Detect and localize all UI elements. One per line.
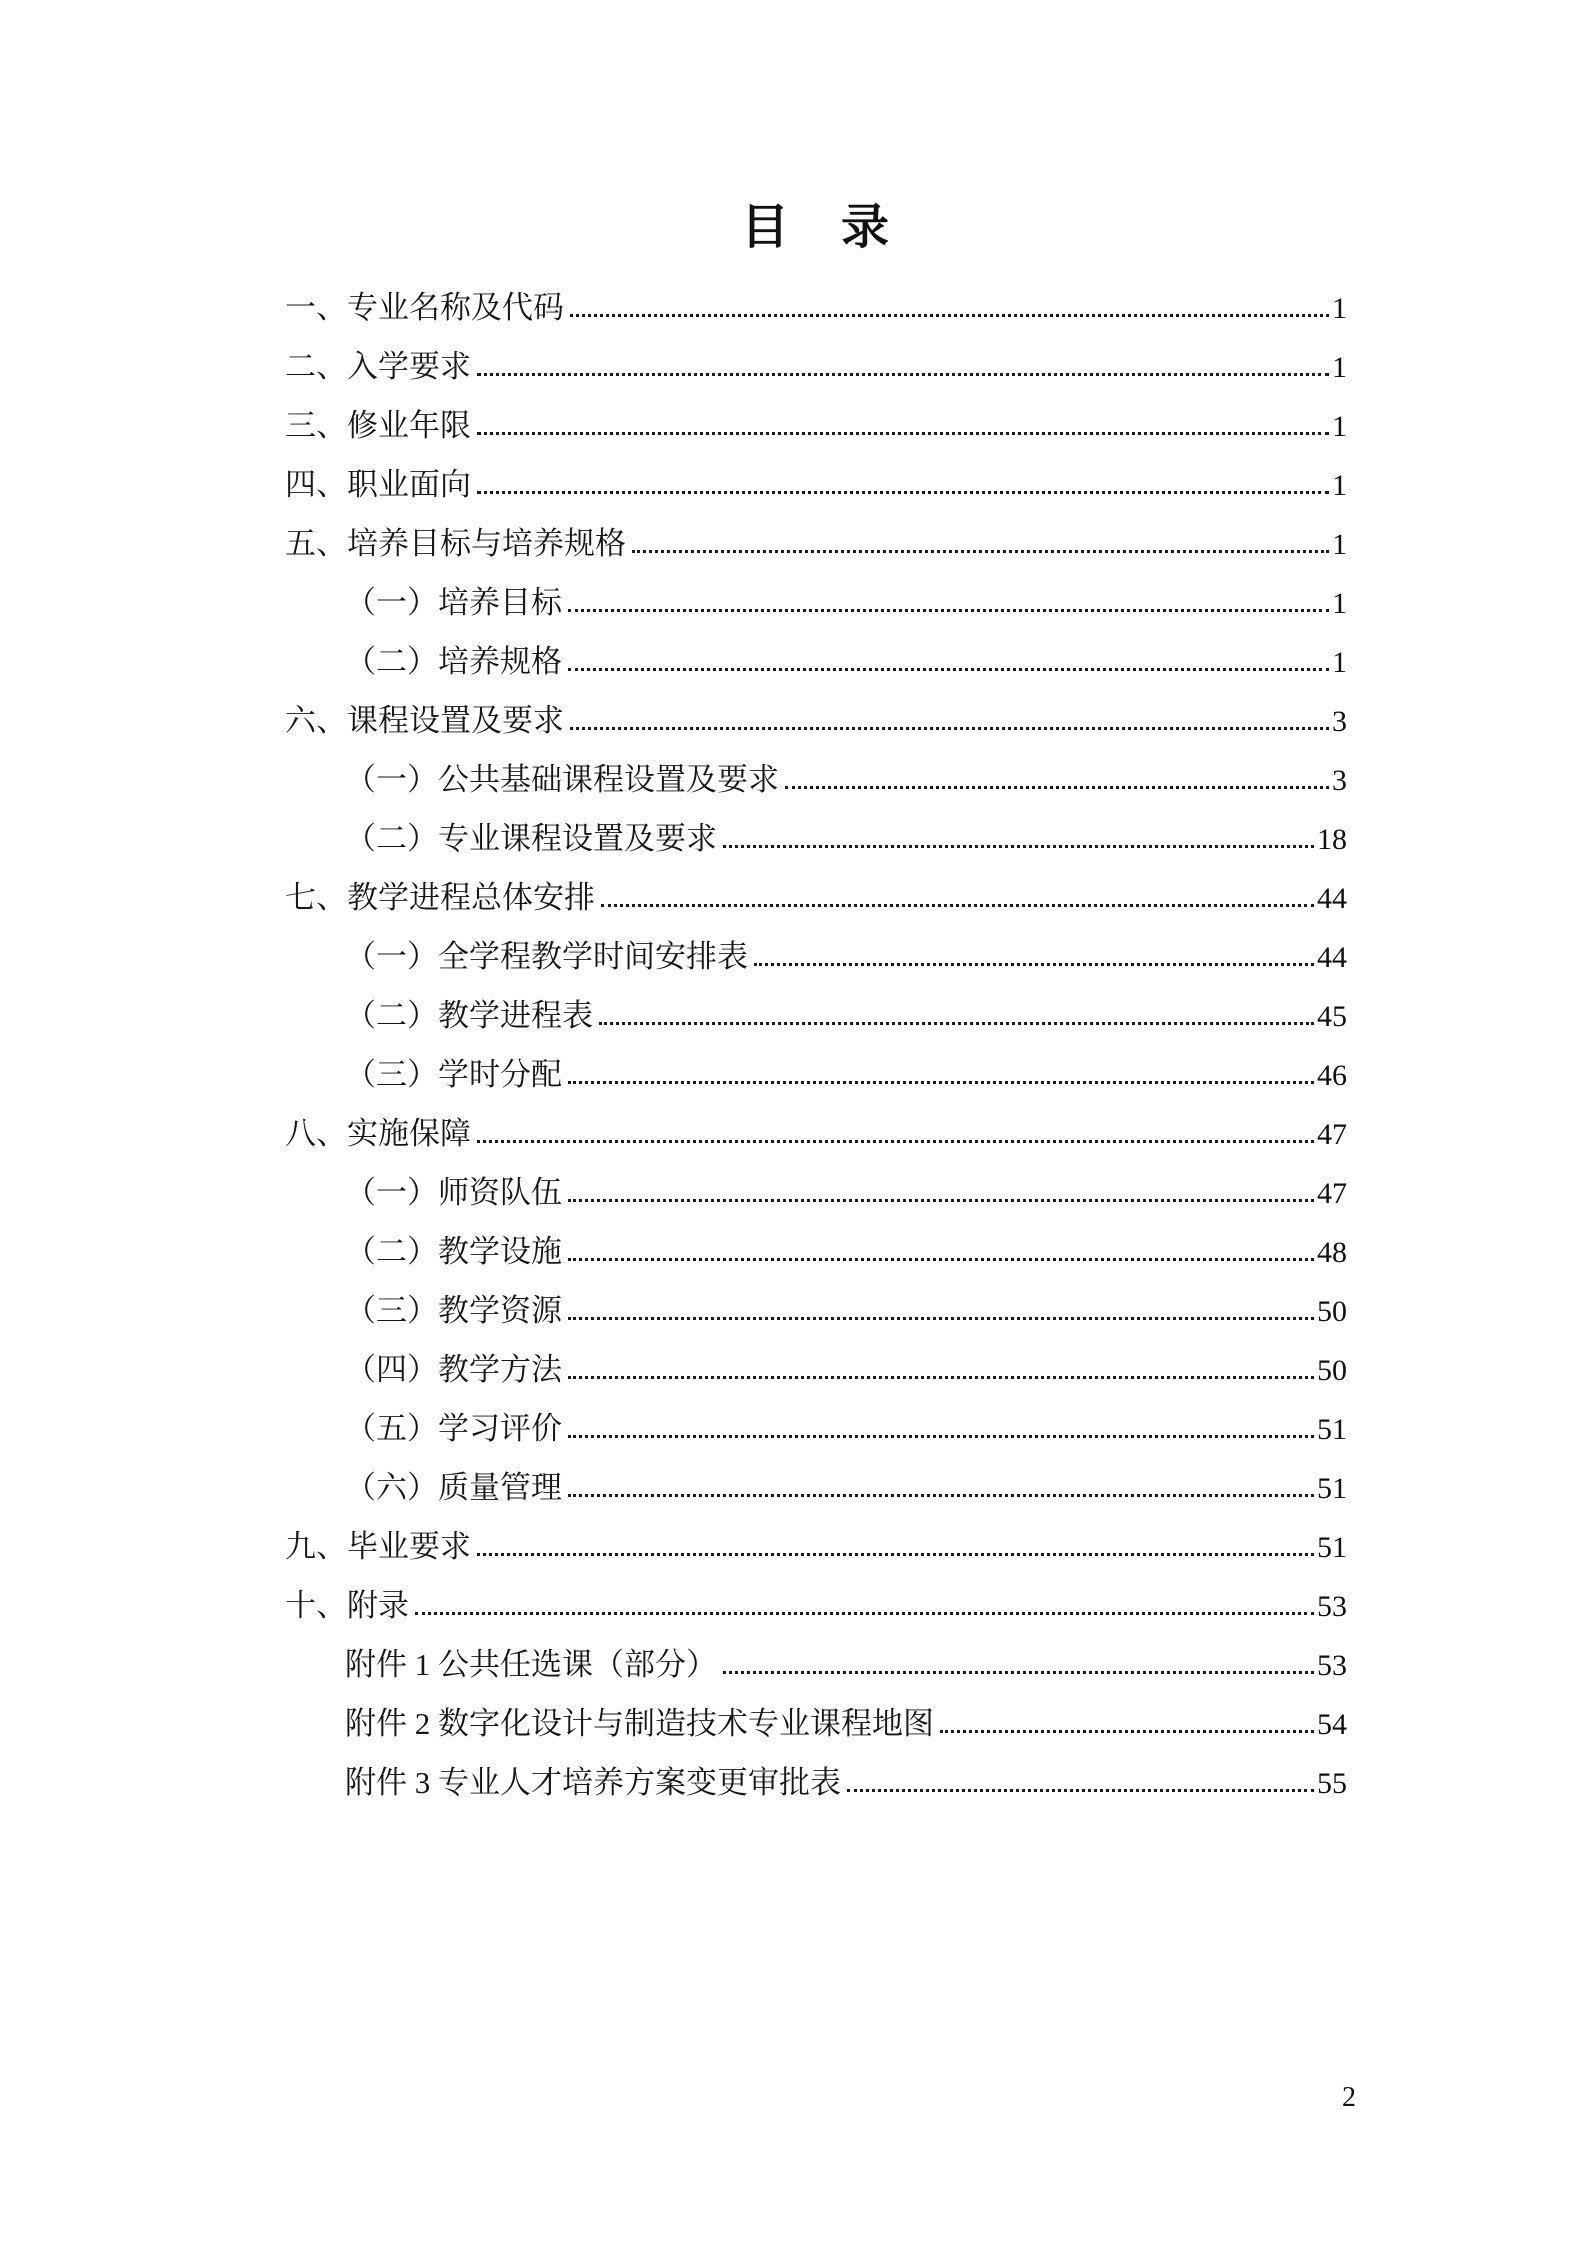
toc-entry-label: 五、培养目标与培养规格: [285, 525, 626, 561]
toc-entry-page: 53: [1317, 1649, 1347, 1682]
toc-entry-page: 1: [1332, 351, 1347, 384]
toc-entry[interactable]: [285, 1682, 1347, 1741]
toc-entry-label: 六、课程设置及要求: [285, 702, 564, 738]
toc-entry[interactable]: [285, 915, 1347, 974]
toc-entry-label: 二、入学要求: [285, 348, 471, 384]
toc-entry-page: 3: [1332, 764, 1347, 797]
toc-entry[interactable]: [285, 384, 1347, 443]
toc-entry-label: （一）师资队伍: [345, 1174, 562, 1210]
toc-entry-page: 50: [1317, 1295, 1347, 1328]
toc-dot-leader: [632, 550, 1329, 553]
toc-dot-leader: [568, 1258, 1314, 1261]
toc-entry[interactable]: [285, 1033, 1347, 1092]
toc-dot-leader: [568, 1435, 1314, 1438]
toc-entry-label: 十、附录: [285, 1587, 409, 1623]
toc-dot-leader: [723, 1671, 1314, 1674]
toc-entry-label: （二）专业课程设置及要求: [345, 820, 717, 856]
toc-entry-page: 1: [1332, 646, 1347, 679]
toc-dot-leader: [570, 727, 1329, 730]
toc-dot-leader: [477, 432, 1329, 435]
toc-entry-label: （一）公共基础课程设置及要求: [345, 761, 779, 797]
toc-dot-leader: [568, 668, 1329, 671]
toc-entry-label: （六）质量管理: [345, 1469, 562, 1505]
toc-dot-leader: [599, 1022, 1314, 1025]
toc-entry-page: 47: [1317, 1177, 1347, 1210]
toc-entry-label: （一）全学程教学时间安排表: [345, 938, 748, 974]
toc-entry-label: 一、专业名称及代码: [285, 289, 564, 325]
toc-dot-leader: [568, 1494, 1314, 1497]
toc-entry[interactable]: [285, 1151, 1347, 1210]
toc-dot-leader: [601, 904, 1314, 907]
toc-entry-page: 44: [1317, 882, 1347, 915]
toc-entry-page: 1: [1332, 528, 1347, 561]
footer-page-number: 2: [1342, 2082, 1356, 2113]
toc-entry-page: 46: [1317, 1059, 1347, 1092]
toc-dot-leader: [415, 1612, 1314, 1615]
toc-dot-leader: [754, 963, 1314, 966]
toc-entry-page: 45: [1317, 1000, 1347, 1033]
toc-entry-label: 三、修业年限: [285, 407, 471, 443]
toc-entry-page: 50: [1317, 1354, 1347, 1387]
toc-dot-leader: [477, 373, 1329, 376]
toc-dot-leader: [785, 786, 1329, 789]
toc-dot-leader: [568, 609, 1329, 612]
toc-entry[interactable]: [285, 325, 1347, 384]
toc-entry-page: 51: [1317, 1472, 1347, 1505]
toc-entry-page: 1: [1332, 410, 1347, 443]
toc-entry-page: 1: [1332, 292, 1347, 325]
toc-entry[interactable]: [285, 1269, 1347, 1328]
toc-dot-leader: [477, 1553, 1314, 1556]
toc-entry-label: 附件 3 专业人才培养方案变更审批表: [345, 1764, 841, 1800]
toc-entry-page: 1: [1332, 587, 1347, 620]
toc-entry-label: 七、教学进程总体安排: [285, 879, 595, 915]
toc-entry[interactable]: [285, 856, 1347, 915]
toc-entry-page: 3: [1332, 705, 1347, 738]
toc-entry[interactable]: [285, 1564, 1347, 1623]
toc-entry-label: （二）培养规格: [345, 643, 562, 679]
toc-entry[interactable]: [285, 1210, 1347, 1269]
toc-dot-leader: [568, 1081, 1314, 1084]
toc-list: [285, 266, 1347, 1800]
toc-dot-leader: [723, 845, 1314, 848]
toc-dot-leader: [847, 1789, 1314, 1792]
toc-entry-label: （三）教学资源: [345, 1292, 562, 1328]
toc-entry[interactable]: [285, 797, 1347, 856]
toc-entry-page: 47: [1317, 1118, 1347, 1151]
toc-entry-page: 44: [1317, 941, 1347, 974]
toc-entry-page: 51: [1317, 1531, 1347, 1564]
toc-entry[interactable]: [285, 1446, 1347, 1505]
toc-entry-label: （二）教学设施: [345, 1233, 562, 1269]
toc-entry[interactable]: [285, 679, 1347, 738]
toc-entry[interactable]: [285, 1387, 1347, 1446]
toc-entry[interactable]: [285, 1741, 1347, 1800]
toc-dot-leader: [568, 1317, 1314, 1320]
toc-entry[interactable]: [285, 502, 1347, 561]
toc-entry-label: 九、毕业要求: [285, 1528, 471, 1564]
toc-entry[interactable]: [285, 1328, 1347, 1387]
toc-entry-label: （四）教学方法: [345, 1351, 562, 1387]
toc-entry-page: 1: [1332, 469, 1347, 502]
toc-dot-leader: [570, 314, 1329, 317]
toc-entry[interactable]: [285, 1092, 1347, 1151]
toc-title: 目 录: [740, 201, 891, 254]
toc-entry[interactable]: [285, 561, 1347, 620]
toc-dot-leader: [477, 1140, 1314, 1143]
toc-dot-leader: [568, 1376, 1314, 1379]
toc-entry-label: （五）学习评价: [345, 1410, 562, 1446]
toc-entry[interactable]: [285, 974, 1347, 1033]
toc-entry-label: 附件 1 公共任选课（部分）: [345, 1646, 717, 1682]
toc-entry-label: （一）培养目标: [345, 584, 562, 620]
toc-entry-label: （二）教学进程表: [345, 997, 593, 1033]
toc-entry-page: 48: [1317, 1236, 1347, 1269]
toc-entry-page: 51: [1317, 1413, 1347, 1446]
toc-dot-leader: [477, 491, 1329, 494]
toc-entry[interactable]: [285, 443, 1347, 502]
toc-entry[interactable]: [285, 1623, 1347, 1682]
toc-entry-page: 53: [1317, 1590, 1347, 1623]
toc-entry[interactable]: [285, 620, 1347, 679]
toc-entry[interactable]: [285, 738, 1347, 797]
toc-entry-label: （三）学时分配: [345, 1056, 562, 1092]
toc-entry-page: 18: [1317, 823, 1347, 856]
toc-entry[interactable]: [285, 1505, 1347, 1564]
toc-entry-label: 四、职业面向: [285, 466, 471, 502]
toc-dot-leader: [940, 1730, 1314, 1733]
toc-entry-page: 55: [1317, 1767, 1347, 1800]
toc-entry[interactable]: [285, 266, 1347, 325]
toc-entry-page: 54: [1317, 1708, 1347, 1741]
toc-entry-label: 八、实施保障: [285, 1115, 471, 1151]
toc-dot-leader: [568, 1199, 1314, 1202]
toc-entry-label: 附件 2 数字化设计与制造技术专业课程地图: [345, 1705, 934, 1741]
